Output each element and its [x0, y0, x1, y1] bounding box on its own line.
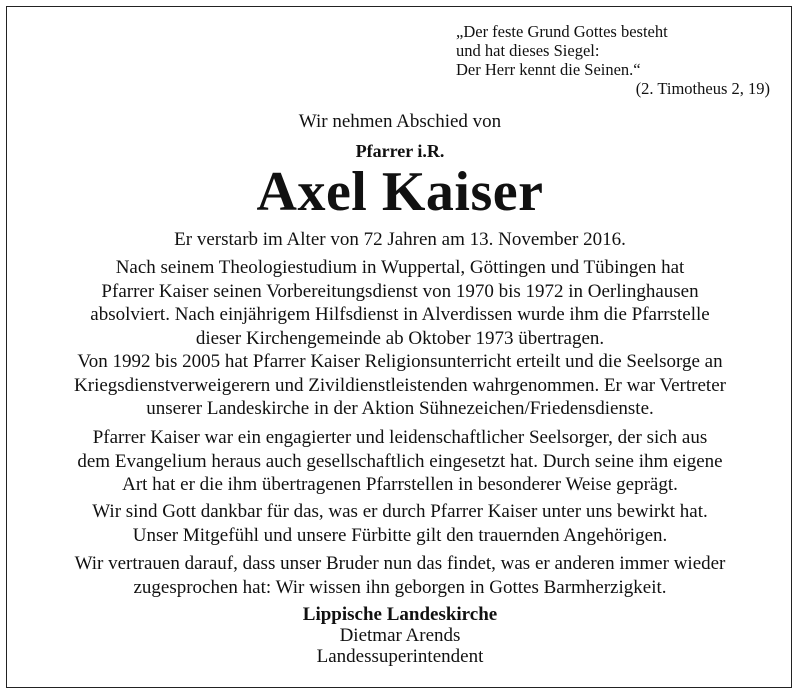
farewell-intro: Wir nehmen Abschied von — [298, 111, 502, 132]
paragraph-ministry — [0, 350, 800, 421]
paragraph-line: Unser Mitgefühl und unsere Fürbitte gilt den trauernden Angehörigen. — [132, 524, 668, 546]
paragraph-line: Pfarrer Kaiser war ein engagierter und leidenschaftlicher Seelsorger, der sich aus — [92, 427, 708, 448]
paragraph-gratitude — [0, 500, 800, 547]
signature-person: Dietmar Arends — [339, 625, 461, 646]
quote-line: „Der feste Grund Gottes besteht — [456, 22, 668, 41]
quote-line: und hat dieses Siegel: — [456, 41, 600, 60]
signature-organization: Lippische Landeskirche — [302, 604, 498, 625]
paragraph-career — [0, 256, 800, 350]
paragraph-line: dieser Kirchengemeinde ab Oktober 1973 übertragen. — [195, 327, 605, 349]
paragraph-line: dem Evangelium heraus auch gesellschaftlich eingesetzt hat. Durch seine ihm eigene — [77, 450, 723, 472]
paragraph-line: Wir sind Gott dankbar für das, was er durch Pfarrer Kaiser unter uns bewirkt hat. — [92, 501, 708, 522]
signature-title: Landessuperintendent — [316, 646, 484, 667]
paragraph-line: Pfarrer Kaiser seinen Vorbereitungsdienst von 1970 bis 1972 in Oerlinghausen — [101, 280, 699, 302]
paragraph-line: Art hat er die ihm übertragenen Pfarrstellen in besonderer Weise geprägt. — [122, 474, 678, 495]
paragraph-faith — [0, 552, 800, 599]
deceased-name: Axel Kaiser — [256, 161, 544, 223]
paragraph-character — [0, 426, 800, 497]
paragraph-line: absolviert. Nach einjährigem Hilfsdienst in Alverdissen wurde ihm die Pfarrstelle — [90, 304, 710, 325]
paragraph-line: unserer Landeskirche in der Aktion Sühnezeichen/Friedensdienste. — [146, 398, 654, 419]
paragraph-line: Wir vertrauen darauf, dass unser Bruder nun das findet, was er anderen immer wieder — [74, 553, 726, 574]
quote-reference: (2. Timotheus 2, 19) — [635, 79, 770, 98]
deceased-title: Pfarrer i.R. — [355, 141, 445, 161]
paragraph-line: zugesprochen hat: Wir wissen ihn geborgen in Gottes Barmherzigkeit. — [133, 576, 667, 598]
death-notice: Er verstarb im Alter von 72 Jahren am 13. November 2016. — [174, 229, 626, 250]
bible-quote — [456, 22, 770, 98]
paragraph-line: Nach seinem Theologiestudium in Wuppertal, Göttingen und Tübingen hat — [115, 257, 685, 278]
signature-block — [0, 604, 800, 667]
paragraph-line: Von 1992 bis 2005 hat Pfarrer Kaiser Religionsunterricht erteilt und die Seelsorge an — [77, 351, 723, 372]
quote-line: Der Herr kennt die Seinen.“ — [456, 60, 641, 79]
paragraph-line: Kriegsdienstverweigerern und Zivildienstleistenden wahrgenommen. Er war Vertreter — [74, 374, 726, 396]
